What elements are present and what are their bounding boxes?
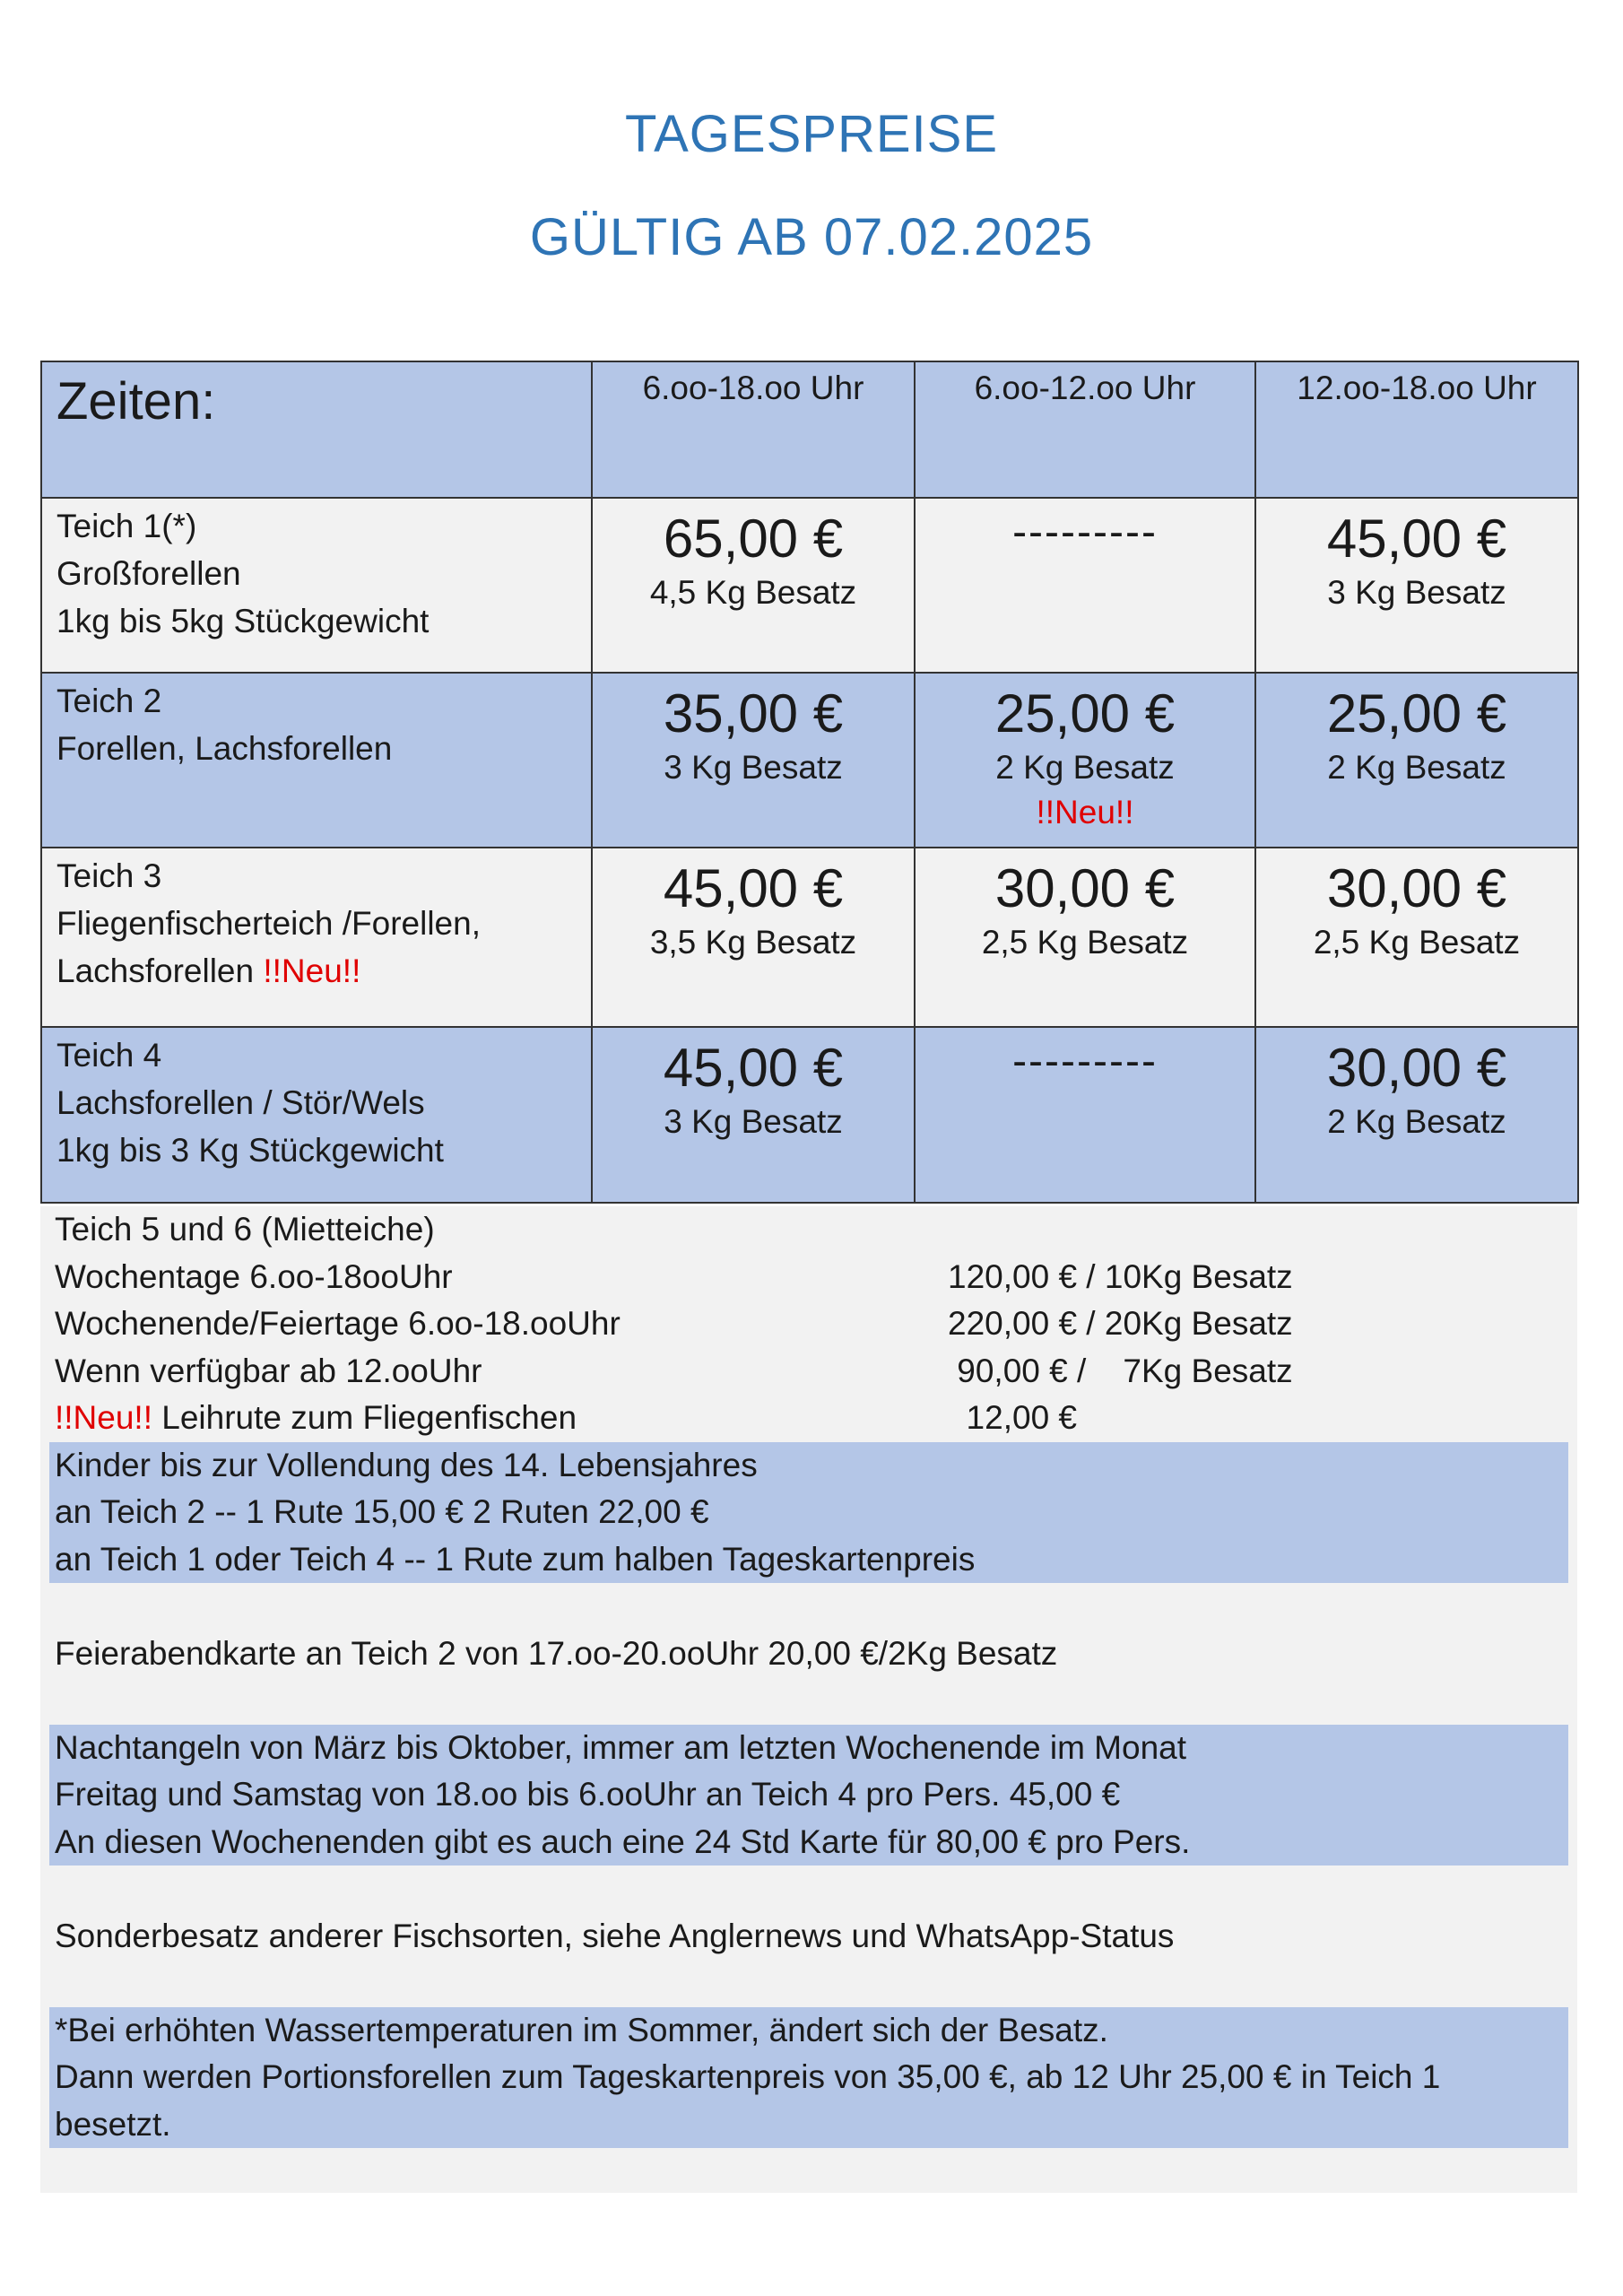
rental-label: Leihrute zum Fliegenfischen [152,1399,577,1436]
fish-type-text: Lachsforellen [56,952,264,989]
price-table [40,361,1579,1204]
column-header-morning: 6.oo-12.oo Uhr [974,370,1196,406]
stocking: 3 Kg Besatz [664,1103,843,1140]
title-block [0,99,1623,274]
summer-notice [49,2007,1568,2149]
stocking: 2,5 Kg Besatz [1313,924,1521,961]
rental-label: Wochentage 6.oo-18ooUhr [55,1257,453,1295]
pond-description [42,674,591,772]
pond-description [42,499,591,645]
price: 65,00 € [663,509,844,569]
times-label: Zeiten: [56,372,216,430]
pond-name: Teich 4 [56,1037,162,1074]
page-title: TAGESPREISE [624,105,999,163]
fish-type: Großforellen [56,555,241,592]
special-stocking-note: Sonderbesatz anderer Fischsorten, siehe Anglernews und WhatsApp-Status [55,1917,1175,1954]
table-header-row [41,361,1578,498]
not-available: --------- [1012,509,1158,556]
price: 45,00 € [1326,509,1507,569]
fish-weight: 1kg bis 3 Kg Stückgewicht [56,1132,444,1169]
stocking: 2 Kg Besatz [1327,749,1506,786]
table-row [41,673,1578,848]
rental-price: 220,00 € / 20Kg Besatz [948,1305,1293,1342]
night-fishing-info [49,1725,1568,1866]
fish-type-continued [56,947,591,995]
fish-weight: 1kg bis 5kg Stückgewicht [56,603,430,639]
stocking: 3 Kg Besatz [664,749,843,786]
rental-row [40,1348,1577,1396]
children-line: an Teich 2 -- 1 Rute 15,00 € 2 Ruten 22,00 € [55,1493,709,1530]
stocking: 4,5 Kg Besatz [649,574,857,611]
valid-from-date: GÜLTIG AB 07.02.2025 [529,208,1094,266]
rental-label: Wochenende/Feiertage 6.oo-18.ooUhr [55,1305,621,1342]
rental-ponds-title: Teich 5 und 6 (Mietteiche) [55,1211,435,1248]
rental-row [40,1395,1577,1442]
price: 25,00 € [1326,683,1507,744]
stocking: 2,5 Kg Besatz [981,924,1189,961]
children-info [49,1442,1568,1584]
not-available: --------- [1012,1038,1158,1085]
rental-price: 12,00 € [948,1399,1078,1436]
fish-type: Lachsforellen / Stör/Wels [56,1084,425,1121]
column-header-afternoon: 12.oo-18.oo Uhr [1297,370,1537,406]
rental-row [40,1300,1577,1348]
stocking: 3 Kg Besatz [1327,574,1506,611]
price: 30,00 € [1326,1038,1507,1098]
price: 25,00 € [994,683,1176,744]
new-badge: !!Neu!! [55,1399,152,1436]
table-row [41,1027,1578,1203]
fish-type: Fliegenfischerteich /Forellen, [56,905,481,942]
price: 30,00 € [994,858,1176,918]
stocking: 3,5 Kg Besatz [649,924,857,961]
pond-name: Teich 3 [56,857,162,894]
stocking: 2 Kg Besatz [995,749,1175,786]
night-fishing-line: An diesen Wochenenden gibt es auch eine 24 Std Karte für 80,00 € pro Pers. [55,1822,1191,1860]
table-row [41,848,1578,1027]
pond-description [42,1028,591,1174]
evening-ticket: Feierabendkarte an Teich 2 von 17.oo-20.ooUhr 20,00 €/2Kg Besatz [55,1634,1058,1672]
night-fishing-line: Freitag und Samstag von 18.oo bis 6.ooUhr an Teich 4 pro Pers. 45,00 € [55,1776,1121,1813]
rental-label-with-badge [55,1395,577,1442]
summer-notice-line: besetzt. [55,2105,171,2143]
stocking: 2 Kg Besatz [1327,1103,1506,1140]
price: 45,00 € [663,1038,844,1098]
table-row [41,498,1578,673]
price: 30,00 € [1326,858,1507,918]
night-fishing-line: Nachtangeln von März bis Oktober, immer am letzten Wochenende im Monat [55,1728,1187,1766]
column-header-fullday: 6.oo-18.oo Uhr [642,370,864,406]
price: 45,00 € [663,858,844,918]
summer-notice-line: *Bei erhöhten Wassertemperaturen im Sommer, ändert sich der Besatz. [55,2011,1108,2048]
pond-name: Teich 2 [56,683,162,719]
info-section [40,1206,1577,2193]
children-line: an Teich 1 oder Teich 4 -- 1 Rute zum halben Tageskartenpreis [55,1540,976,1578]
new-badge: !!Neu!! [263,952,361,989]
summer-notice-line: Dann werden Portionsforellen zum Tageskartenpreis von 35,00 €, ab 12 Uhr 25,00 € in Teich 1 [55,2058,1441,2095]
fish-type: Forellen, Lachsforellen [56,730,393,767]
pond-description [42,848,591,995]
rental-price: 90,00 € / 7Kg Besatz [948,1352,1293,1389]
rental-label: Wenn verfügbar ab 12.ooUhr [55,1352,482,1389]
rental-price: 120,00 € / 10Kg Besatz [948,1257,1293,1295]
new-badge: !!Neu!! [1036,794,1134,831]
rental-row [40,1254,1577,1301]
price: 35,00 € [663,683,844,744]
children-line: Kinder bis zur Vollendung des 14. Lebensjahres [55,1446,758,1483]
pond-name: Teich 1(*) [56,508,197,544]
